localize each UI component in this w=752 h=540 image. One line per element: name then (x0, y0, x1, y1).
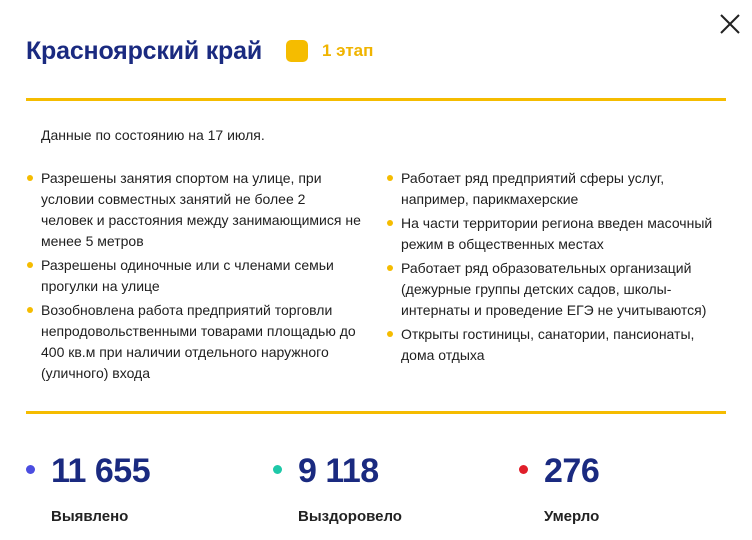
stat-value: 276 (544, 452, 600, 490)
list-item-text: Разрешены одиночные или с членами семьи прогулки на улице (41, 257, 334, 294)
close-icon[interactable] (718, 12, 742, 36)
list-item (386, 258, 726, 321)
status-dot-icon (273, 465, 282, 474)
status-dot-icon (26, 465, 35, 474)
list-item (26, 255, 361, 297)
bullet-icon (387, 331, 393, 337)
list-item (26, 168, 361, 252)
list-item-text: Открыты гостиницы, санатории, пансионаты, дома отдыха (401, 326, 695, 363)
list-item (386, 324, 726, 366)
bullet-icon (387, 220, 393, 226)
bullet-icon (387, 265, 393, 271)
header (26, 33, 373, 69)
stat-label: Выздоровело (298, 508, 402, 525)
bullet-icon (27, 307, 33, 313)
list-item (386, 213, 726, 255)
bullet-icon (387, 175, 393, 181)
list-item-text: Возобновлена работа предприятий торговли непродовольственными товарами площадью до 400 кв.м при наличии отдельного наружного (уличного) входа (41, 302, 356, 381)
divider-top (26, 98, 726, 101)
list-item-text: Работает ряд предприятий сферы услуг, например, парикмахерские (401, 170, 665, 207)
date-note: Данные по состоянию на 17 июля. (41, 127, 265, 143)
bullet-icon (27, 175, 33, 181)
divider-bottom (26, 411, 726, 414)
list-item (386, 168, 726, 210)
stat-label: Умерло (544, 508, 600, 525)
list-item-text: На части территории региона введен масочный режим в общественных местах (401, 215, 713, 252)
stat-value: 9 118 (298, 452, 379, 490)
stat-value: 11 655 (51, 452, 151, 490)
restrictions-list-right (386, 168, 726, 369)
stage-square-icon (286, 40, 308, 62)
stat-label: Выявлено (51, 508, 129, 525)
bullet-icon (27, 262, 33, 268)
page-title: Красноярский край (26, 36, 262, 65)
stage-label: 1 этап (322, 41, 374, 60)
list-item (26, 300, 361, 384)
status-dot-icon (519, 465, 528, 474)
list-item-text: Разрешены занятия спортом на улице, при условии совместных занятий не более 2 человек и расстояния между занимающимися не менее 5 метров (41, 170, 361, 249)
restrictions-list-left (26, 168, 361, 387)
list-item-text: Работает ряд образовательных организаций (дежурные группы детских садов, школы-интернаты и проведение ЕГЭ не учитываются) (401, 260, 707, 318)
